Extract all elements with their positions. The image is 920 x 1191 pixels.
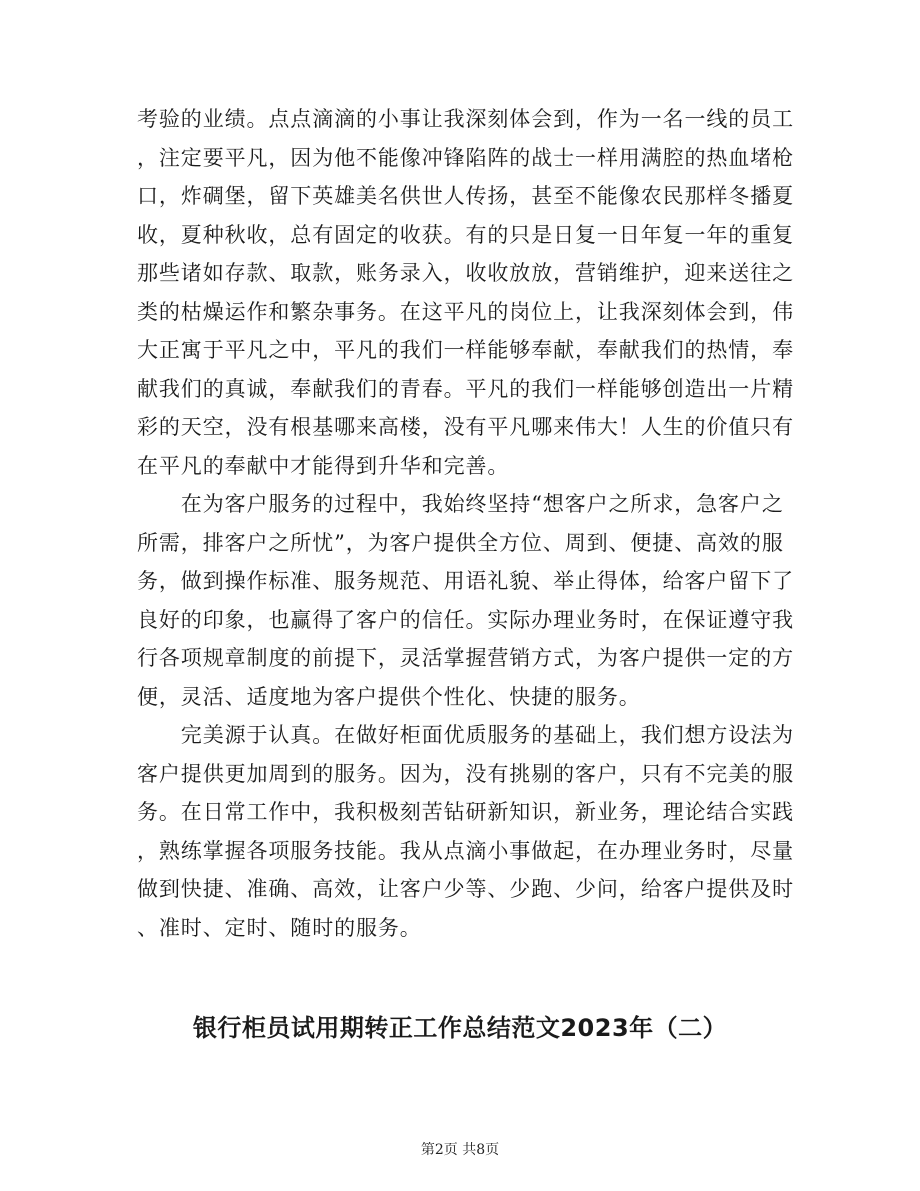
text-line: 便，灵活、适度地为客户提供个性化、快捷的服务。 bbox=[137, 684, 641, 709]
text-line: ，注定要平凡，因为他不能像冲锋陷阵的战士一样用满腔的热血堵枪 bbox=[137, 145, 794, 170]
text-line: 类的枯燥运作和繁杂事务。在这平凡的岗位上，让我深刻体会到，伟 bbox=[137, 299, 794, 324]
text-line: 收，夏种秋收，总有固定的收获。有的只是日复一日年复一年的重复 bbox=[137, 222, 794, 247]
text-line: 做到快捷、准确、高效，让客户少等、少跑、少问，给客户提供及时 bbox=[137, 877, 794, 901]
text-line: 行各项规章制度的前提下，灵活掌握营销方式，为客户提供一定的方 bbox=[137, 646, 794, 670]
text-line: 口，炸碉堡，留下英雄美名供世人传扬，甚至不能像农民那样冬播夏 bbox=[137, 184, 794, 208]
text-line: 考验的业绩。点点滴滴的小事让我深刻体会到，作为一名一线的员工 bbox=[137, 107, 794, 131]
text-line: 客户提供更加周到的服务。因为，没有挑剔的客户，只有不完美的服 bbox=[137, 761, 794, 786]
text-line: 务。在日常工作中，我积极刻苦钻研新知识，新业务，理论结合实践 bbox=[137, 800, 794, 824]
section-title: 银行柜员试用期转正工作总结范文2023年（二） bbox=[192, 1014, 728, 1042]
text-line: 完美源于认真。在做好柜面优质服务的基础上，我们想方设法为 bbox=[137, 723, 794, 747]
text-line: 大正寓于平凡之中，平凡的我们一样能够奉献，奉献我们的热情，奉 bbox=[137, 338, 794, 362]
text-line: 彩的天空，没有根基哪来高楼，没有平凡哪来伟大！人生的价值只有 bbox=[137, 415, 794, 439]
text-line: 在平凡的奉献中才能得到升华和完善。 bbox=[137, 453, 510, 478]
text-line: ，熟练掌握各项服务技能。我从点滴小事做起，在办理业务时，尽量 bbox=[137, 838, 794, 863]
text-line: 那些诸如存款、取款，账务录入，收收放放，营销维护，迎来送往之 bbox=[137, 261, 794, 285]
text-line: 务，做到操作标准、服务规范、用语礼貌、举止得体，给客户留下了 bbox=[137, 569, 794, 593]
text-line: 、准时、定时、随时的服务。 bbox=[137, 915, 422, 940]
body-text bbox=[137, 100, 794, 947]
page-footer: 第2页 共8页 bbox=[420, 1142, 500, 1158]
text-line: 良好的印象，也赢得了客户的信任。实际办理业务时，在保证遵守我 bbox=[137, 607, 794, 632]
text-line: 献我们的真诚，奉献我们的青春。平凡的我们一样能够创造出一片精 bbox=[137, 376, 794, 401]
text-line: 在为客户服务的过程中，我始终坚持“想客户之所求，急客户之 bbox=[137, 492, 784, 516]
text-line: 所需，排客户之所忧”，为客户提供全方位、周到、便捷、高效的服 bbox=[137, 530, 784, 555]
